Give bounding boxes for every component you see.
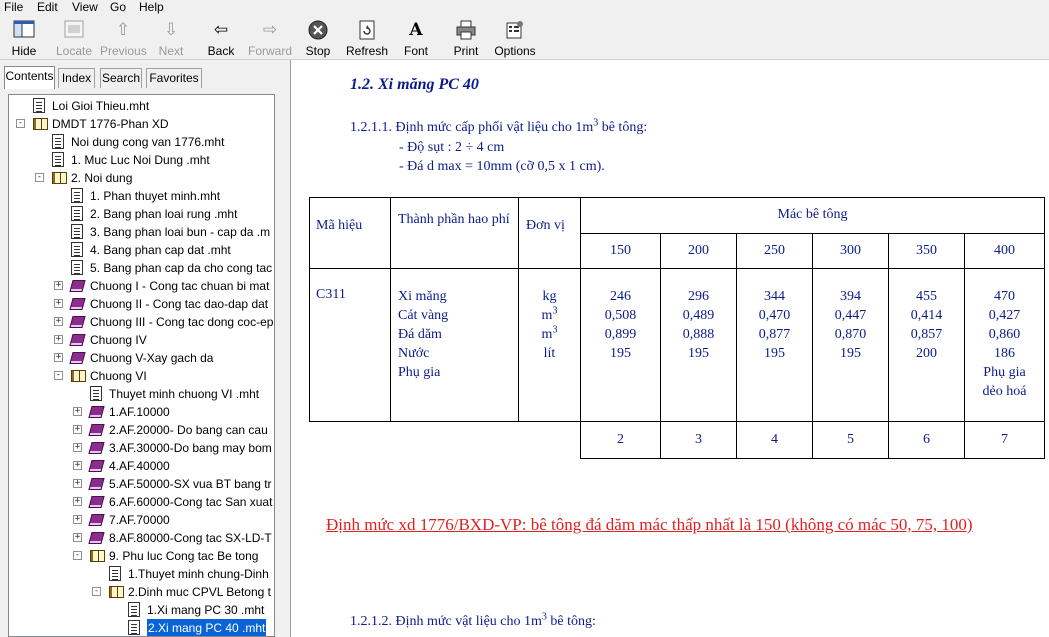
hide-icon: [8, 20, 40, 40]
column-index: 2: [581, 422, 661, 459]
book-icon: [69, 316, 85, 328]
grade-values: [965, 269, 1045, 422]
book-icon: [88, 478, 104, 490]
tree-node[interactable]: [9, 313, 274, 331]
tree-node[interactable]: [9, 403, 274, 421]
expand-icon[interactable]: +: [55, 352, 62, 362]
cell-value: 296: [688, 289, 709, 304]
tab-index[interactable]: Index: [58, 68, 95, 88]
book-icon: [88, 496, 104, 508]
tab-contents[interactable]: Contents: [4, 66, 55, 89]
cell-value: 0,857: [910, 327, 943, 342]
grade-header: 350: [889, 234, 965, 269]
tree-node[interactable]: [9, 385, 274, 403]
collapse-icon[interactable]: -: [36, 172, 43, 182]
grade-values: [661, 269, 737, 422]
column-index: 5: [813, 422, 889, 459]
grade-values: [581, 269, 661, 422]
cell-value: 200: [916, 346, 937, 361]
font-button[interactable]: A Font: [403, 20, 428, 58]
section-heading: 1.2. Xi măng PC 40: [350, 76, 479, 93]
grade-header: 400: [965, 234, 1045, 269]
grade-header: 200: [661, 234, 737, 269]
tree-node-label: 3.AF.30000-Do bang may bom: [109, 441, 272, 455]
tree-node[interactable]: [9, 529, 274, 547]
component-name: Xi măng: [398, 289, 447, 304]
component-name: Cát vàng: [398, 308, 449, 323]
row-components: [391, 269, 519, 422]
tree-node[interactable]: [9, 133, 274, 151]
cell-value: 0,870: [834, 327, 867, 342]
tree-node-label: 4.AF.40000: [109, 459, 170, 473]
tree-node[interactable]: [9, 619, 274, 637]
print-button[interactable]: Print: [452, 20, 480, 60]
grade-values: [737, 269, 813, 422]
toolbar: [0, 16, 1049, 60]
pane-splitter[interactable]: [283, 60, 291, 637]
tree-node[interactable]: [9, 511, 274, 529]
cell-value: 0,447: [834, 308, 867, 323]
tree-node[interactable]: [9, 187, 274, 205]
cell-value: 186: [994, 346, 1015, 361]
stop-button[interactable]: Stop: [304, 20, 332, 60]
red-note: Định mức xd 1776/BXD-VP: bê tông đá dăm mác thấp nhất là 150 (không có mác 50, 75, 100): [326, 515, 973, 534]
tree-node[interactable]: [9, 223, 274, 241]
navigation-pane: [0, 60, 283, 637]
tree-node-label: 7.AF.70000: [109, 513, 170, 527]
row-code: C311: [310, 269, 391, 422]
tab-favorites[interactable]: Favorites: [146, 68, 202, 88]
row-units: [519, 269, 581, 422]
book-icon: [69, 298, 85, 310]
page-icon: [71, 224, 83, 239]
page-icon: [71, 242, 83, 257]
grade-values: [889, 269, 965, 422]
tree-node-label: 6.AF.60000-Cong tac San xuat: [109, 495, 273, 509]
page-icon: [90, 386, 102, 401]
cell-value: 0,508: [604, 308, 637, 323]
tree-node[interactable]: [9, 241, 274, 259]
menu-bar: [0, 0, 1049, 16]
expand-icon[interactable]: +: [74, 460, 81, 470]
menu-go[interactable]: Go: [110, 0, 127, 14]
cell-value: 0,860: [988, 327, 1021, 342]
tree-node[interactable]: [9, 547, 274, 565]
expand-icon[interactable]: +: [74, 406, 81, 416]
tree-node-label: Chuong I - Cong tac chuan bi mat: [90, 279, 270, 293]
tree-node[interactable]: [9, 331, 274, 349]
cell-value: 0,888: [682, 327, 715, 342]
back-button[interactable]: ⇦ Back: [204, 20, 238, 60]
collapse-icon[interactable]: -: [93, 586, 100, 596]
book-open-icon: [52, 172, 67, 184]
tree-node-label: 4. Bang phan cap dat .mht: [90, 243, 231, 257]
cell-value: 195: [840, 346, 861, 361]
column-index: 7: [965, 422, 1045, 459]
unit-value: $m^3$: [541, 305, 558, 323]
next-button[interactable]: ⇩ Next: [156, 20, 186, 60]
book-icon: [69, 334, 85, 346]
tree-node-label: Chuong V-Xay gach da: [90, 351, 214, 365]
unit-value: lít: [543, 346, 556, 361]
book-icon: [88, 460, 104, 472]
tree-node-label: 1.AF.10000: [109, 405, 170, 419]
page-icon: [128, 602, 140, 617]
tree-node-label: 5. Bang phan cap da cho cong tac: [90, 261, 273, 275]
header-code: Mã hiệu: [310, 198, 391, 269]
tree-node[interactable]: [9, 583, 274, 601]
expand-icon[interactable]: +: [74, 478, 81, 488]
tree-node-label: 2.AF.20000- Do bang can cau: [109, 423, 268, 437]
contents-tree[interactable]: [8, 94, 275, 637]
paragraph-2: 1.2.1.2. Định mức vật liệu cho $1m^3$ bê tông:: [350, 611, 596, 629]
arrow-down-icon: ⇩: [163, 20, 179, 40]
page-icon: [52, 134, 64, 149]
cell-value: dẻo hoá: [982, 384, 1027, 399]
expand-icon[interactable]: +: [55, 298, 62, 308]
grade-header: 150: [581, 234, 661, 269]
expand-icon[interactable]: +: [74, 514, 81, 524]
tree-node-label: 2.Xi mang PC 40 .mht: [148, 621, 266, 635]
tree-node[interactable]: [9, 367, 274, 385]
tree-node[interactable]: [9, 97, 274, 115]
tree-node-label: 1. Muc Luc Noi Dung .mht: [71, 153, 210, 167]
collapse-icon[interactable]: -: [74, 550, 81, 560]
tree-node-label: 2.Dinh muc CPVL Betong t: [128, 585, 271, 599]
tree-node-label: 2. Bang phan loai rung .mht: [90, 207, 238, 221]
options-button[interactable]: Options: [494, 20, 536, 60]
grade-values: [813, 269, 889, 422]
index-row: [310, 422, 1045, 459]
book-icon: [88, 532, 104, 544]
cell-value: 344: [764, 289, 785, 304]
book-open-icon: [90, 550, 105, 562]
expand-icon[interactable]: +: [74, 496, 81, 506]
hide-button[interactable]: Hide: [8, 20, 40, 60]
forward-button[interactable]: ⇨ Forward: [248, 20, 293, 58]
menu-file[interactable]: File: [4, 0, 24, 14]
tree-node[interactable]: [9, 439, 274, 457]
previous-button[interactable]: ⇧ Previous: [100, 20, 147, 58]
header-component: Thành phần hao phí: [391, 198, 519, 269]
tree-node[interactable]: [9, 295, 274, 313]
component-name: Phụ gia: [398, 365, 441, 380]
cell-value: 246: [610, 289, 631, 304]
cell-value: 470: [994, 289, 1015, 304]
tree-node-label: 5.AF.50000-SX vua BT bang tr: [109, 477, 272, 491]
column-index: 4: [737, 422, 813, 459]
tree-node-label: Loi Gioi Thieu.mht: [52, 99, 150, 113]
tree-node-label: 3. Bang phan loai bun - cap da .m: [90, 225, 271, 239]
tree-node-label: 1. Phan thuyet minh.mht: [90, 189, 221, 203]
page-icon: [33, 98, 45, 113]
bullet-aggregate: - Đá d max = 10mm (cỡ 0,5 x 1 cm).: [399, 159, 605, 174]
printer-icon: [452, 20, 480, 40]
page-icon: [52, 152, 64, 167]
arrow-left-icon: ⇦: [213, 20, 229, 40]
cell-value: 195: [610, 346, 631, 361]
cell-value: 394: [840, 289, 861, 304]
tree-node[interactable]: [9, 349, 274, 367]
page-icon: [71, 206, 83, 221]
tree-node-label: 9. Phu luc Cong tac Be tong: [109, 549, 259, 563]
tree-node-label: 8.AF.80000-Cong tac SX-LD-T: [109, 531, 272, 545]
menu-help[interactable]: Help: [139, 0, 164, 14]
menu-edit[interactable]: Edit: [37, 0, 58, 14]
unit-value: kg: [542, 289, 557, 304]
tree-node-label: 1.Thuyet minh chung-Dinh: [128, 567, 269, 581]
arrow-right-icon: ⇨: [262, 20, 278, 40]
bullet-slump: - Độ sụt : 2 ÷ 4 cm: [399, 140, 505, 155]
tree-node-label: Chuong II - Cong tac dao-dap dat: [90, 297, 269, 311]
book-icon: [88, 406, 104, 418]
font-icon: A: [409, 20, 423, 40]
page-icon: [71, 260, 83, 275]
tree-node[interactable]: [9, 259, 274, 277]
tree-node-label: Chuong III - Cong tac dong coc-ep: [90, 315, 274, 329]
expand-icon[interactable]: +: [74, 532, 81, 542]
grade-header: 300: [813, 234, 889, 269]
locate-button[interactable]: Locate: [54, 20, 94, 60]
tree-node[interactable]: [9, 457, 274, 475]
tree-node[interactable]: [9, 205, 274, 223]
tree-node[interactable]: [9, 421, 274, 439]
tree-node[interactable]: [9, 169, 274, 187]
tree-node[interactable]: [9, 493, 274, 511]
tree-node[interactable]: [9, 151, 274, 169]
arrow-up-icon: ⇧: [115, 20, 131, 40]
concrete-mix-table: [309, 197, 1045, 459]
cell-value: 195: [764, 346, 785, 361]
cell-value: 0,489: [682, 308, 715, 323]
book-open-icon: [109, 586, 124, 598]
collapse-icon[interactable]: -: [55, 370, 62, 380]
tree-node-label: Noi dung cong van 1776.mht: [71, 135, 225, 149]
locate-icon: [54, 20, 94, 40]
component-name: Nước: [398, 346, 430, 361]
tree-node[interactable]: [9, 565, 274, 583]
book-icon: [88, 442, 104, 454]
unit-value: $m^3$: [541, 324, 558, 342]
refresh-button[interactable]: Refresh: [346, 20, 388, 60]
expand-icon[interactable]: +: [55, 280, 62, 290]
tree-node-label: Chuong IV: [90, 333, 147, 347]
tree-node[interactable]: [9, 277, 274, 295]
tree-node-label: 2. Noi dung: [71, 171, 133, 185]
expand-icon[interactable]: +: [74, 424, 81, 434]
menu-view[interactable]: View: [72, 0, 98, 14]
cell-value: 0,414: [910, 308, 943, 323]
column-index: 3: [661, 422, 737, 459]
page-icon: [109, 566, 121, 581]
expand-icon[interactable]: +: [74, 442, 81, 452]
expand-icon[interactable]: +: [55, 334, 62, 344]
column-index: 6: [889, 422, 965, 459]
page-icon: [128, 620, 140, 635]
options-icon: [494, 20, 536, 40]
refresh-icon: [346, 20, 388, 40]
book-icon: [69, 280, 85, 292]
book-icon: [88, 514, 104, 526]
cell-value: Phụ gia: [983, 365, 1026, 380]
cell-value: 455: [916, 289, 937, 304]
book-open-icon: [33, 118, 48, 130]
header-grade: Mác bê tông: [581, 198, 1045, 234]
tree-node[interactable]: [9, 115, 274, 133]
tree-node-label: Chuong VI: [90, 369, 147, 383]
grade-header: 250: [737, 234, 813, 269]
book-open-icon: [71, 370, 86, 382]
tree-node-label: 1.Xi mang PC 30 .mht: [147, 603, 265, 617]
collapse-icon[interactable]: -: [17, 118, 24, 128]
book-icon: [88, 424, 104, 436]
cell-value: 0,899: [604, 327, 637, 342]
tree-node[interactable]: [9, 475, 274, 493]
tree-node-label: DMDT 1776-Phan XD: [52, 117, 169, 131]
stop-icon: [304, 20, 332, 40]
tree-node[interactable]: [9, 601, 274, 619]
page-icon: [71, 188, 83, 203]
tab-search[interactable]: Search: [100, 68, 142, 88]
expand-icon[interactable]: +: [55, 316, 62, 326]
document-view: [291, 60, 1049, 637]
component-name: Đá dăm: [398, 327, 442, 342]
book-icon: [69, 352, 85, 364]
tree-node-label: Thuyet minh chuong VI .mht: [109, 387, 260, 401]
header-unit: Đơn vị: [519, 198, 581, 269]
paragraph-1: 1.2.1.1. Định mức cấp phối vật liệu cho $1m^3$ bê tông:: [350, 117, 648, 135]
cell-value: 0,427: [988, 308, 1021, 323]
cell-value: 195: [688, 346, 709, 361]
cell-value: 0,470: [758, 308, 791, 323]
cell-value: 0,877: [758, 327, 791, 342]
